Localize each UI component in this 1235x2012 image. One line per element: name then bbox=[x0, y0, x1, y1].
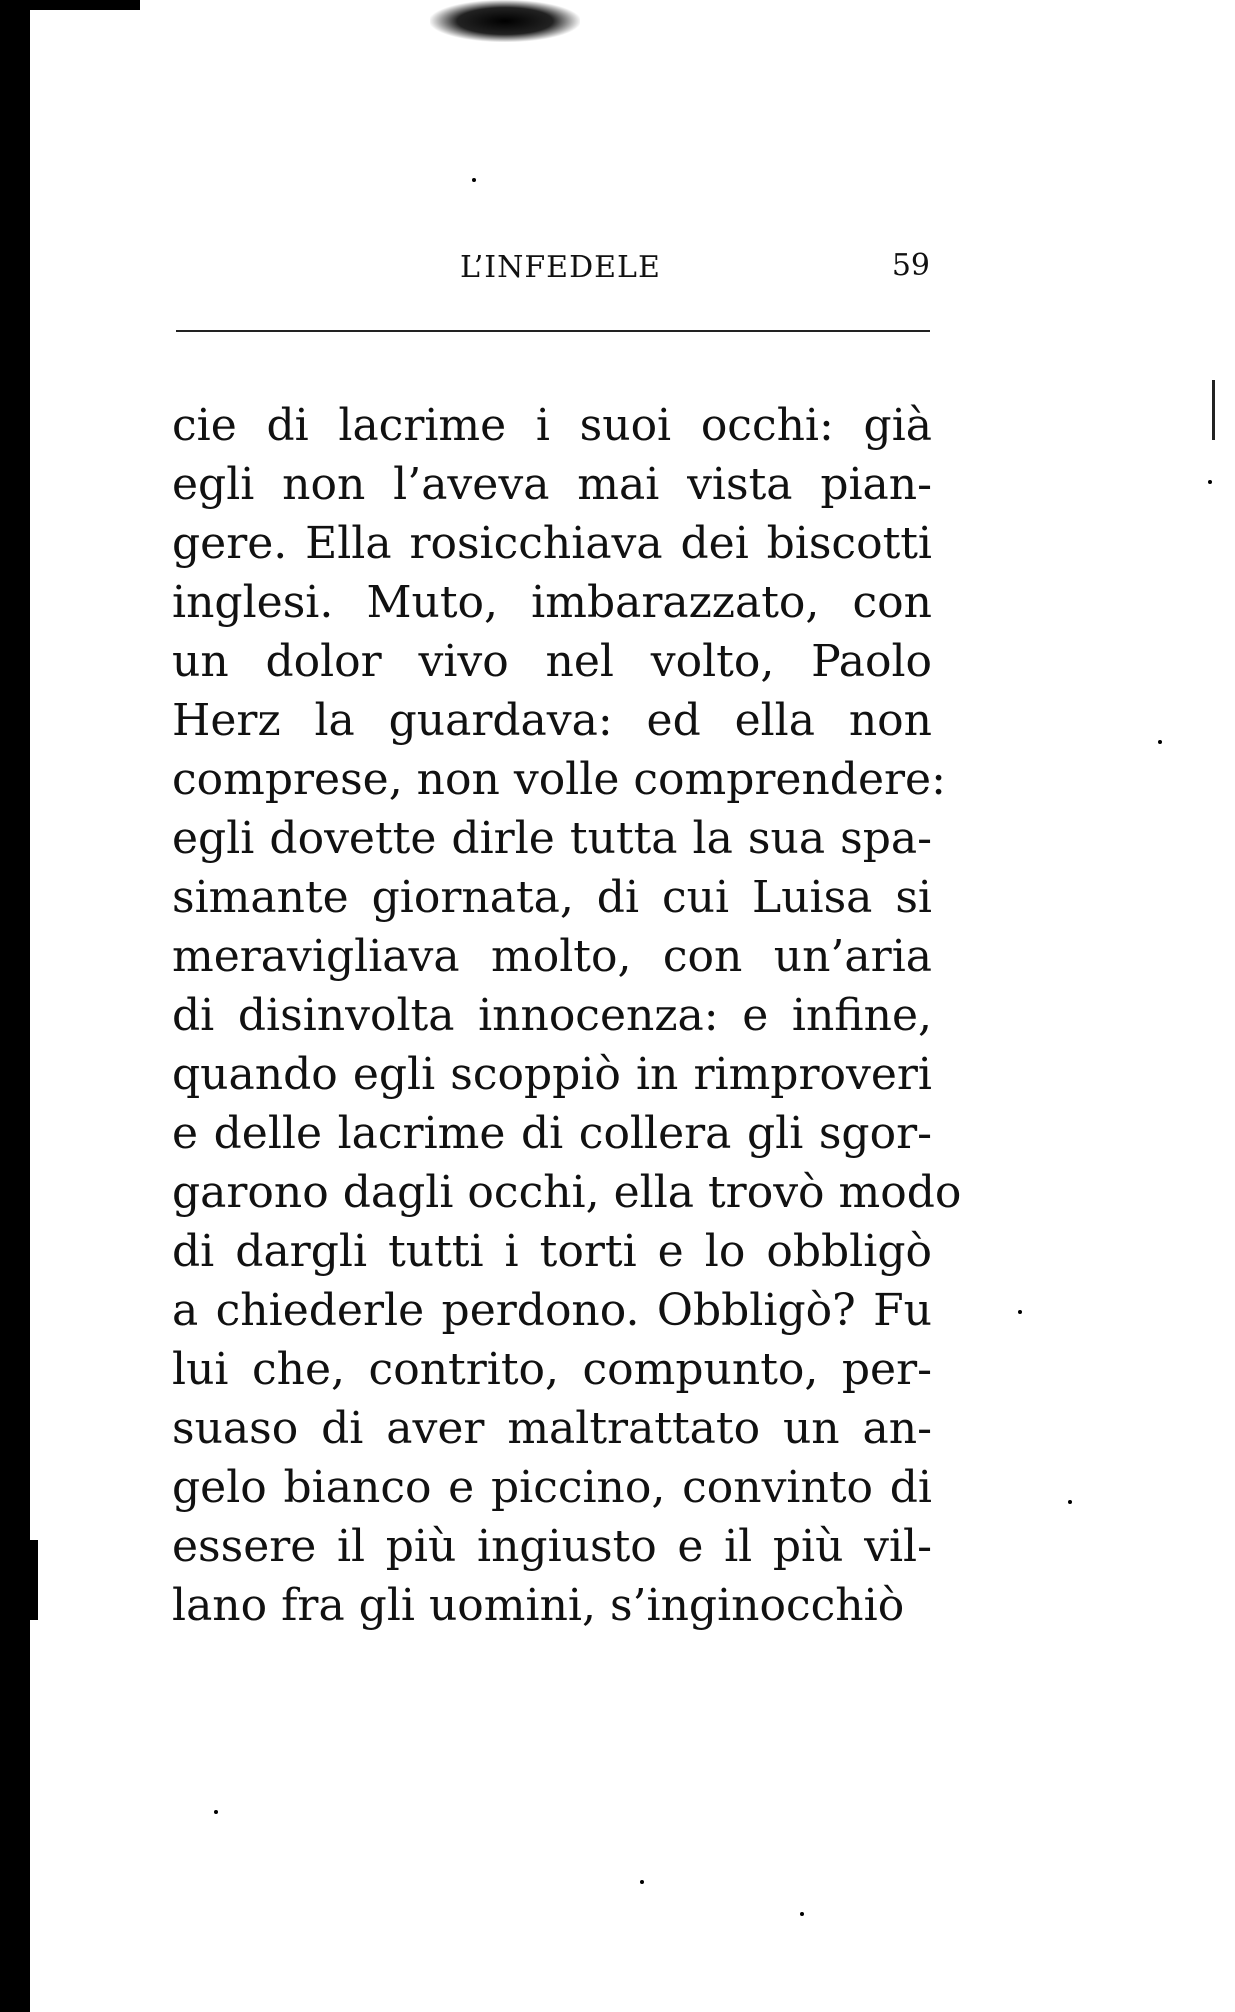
text-line: un dolor vivo nel volto, Paolo bbox=[172, 636, 932, 687]
text-line: e delle lacrime di collera gli sgor- bbox=[172, 1108, 932, 1159]
text-line: comprese, non volle comprendere: bbox=[172, 754, 946, 805]
page-number: 59 bbox=[891, 248, 930, 283]
text-line: di disinvolta innocenza: e infine, bbox=[172, 990, 932, 1041]
ink-speck bbox=[1158, 740, 1162, 744]
text-line: di dargli tutti i torti e lo obbligò bbox=[172, 1226, 932, 1277]
ink-speck bbox=[214, 1810, 218, 1814]
text-line: inglesi. Muto, imbarazzato, con bbox=[172, 577, 932, 628]
text-line: gere. Ella rosicchiava dei biscotti bbox=[172, 518, 932, 569]
text-line: lui che, contrito, compunto, per- bbox=[172, 1344, 932, 1395]
scan-edge-notch bbox=[0, 1540, 38, 1620]
header-rule bbox=[176, 330, 930, 332]
text-line: Herz la guardava: ed ella non bbox=[172, 695, 932, 746]
running-title: L’INFEDELE bbox=[460, 250, 661, 285]
body-text bbox=[172, 396, 962, 1635]
scan-edge-top bbox=[0, 0, 140, 10]
text-line: cie di lacrime i suoi occhi: già bbox=[172, 400, 932, 451]
text-line: simante giornata, di cui Luisa si bbox=[172, 872, 932, 923]
ink-speck bbox=[800, 1912, 804, 1916]
text-line: lano fra gli uomini, s’inginocchiò bbox=[172, 1580, 905, 1631]
text-line: garono dagli occhi, ella trovò modo bbox=[172, 1167, 962, 1218]
scan-edge-mark bbox=[1212, 380, 1215, 440]
text-line: egli non l’aveva mai vista pian- bbox=[172, 459, 932, 510]
ink-speck bbox=[1208, 480, 1212, 484]
text-line: suaso di aver maltrattato un an- bbox=[172, 1403, 932, 1454]
text-line: a chiederle perdono. Obbligò? Fu bbox=[172, 1285, 932, 1336]
text-line: meravigliava molto, con un’aria bbox=[172, 931, 932, 982]
text-line: quando egli scoppiò in rimproveri bbox=[172, 1049, 932, 1100]
ink-speck bbox=[1018, 1310, 1022, 1314]
ink-speck bbox=[1068, 1500, 1072, 1504]
text-line: essere il più ingiusto e il più vil- bbox=[172, 1521, 932, 1572]
ink-speck bbox=[640, 1880, 644, 1884]
ink-blot bbox=[430, 0, 580, 42]
running-head bbox=[170, 244, 930, 294]
text-line: gelo bianco e piccino, convinto di bbox=[172, 1462, 932, 1513]
ink-speck bbox=[472, 178, 476, 182]
text-line: egli dovette dirle tutta la sua spa- bbox=[172, 813, 932, 864]
scan-edge-left bbox=[0, 0, 30, 2012]
